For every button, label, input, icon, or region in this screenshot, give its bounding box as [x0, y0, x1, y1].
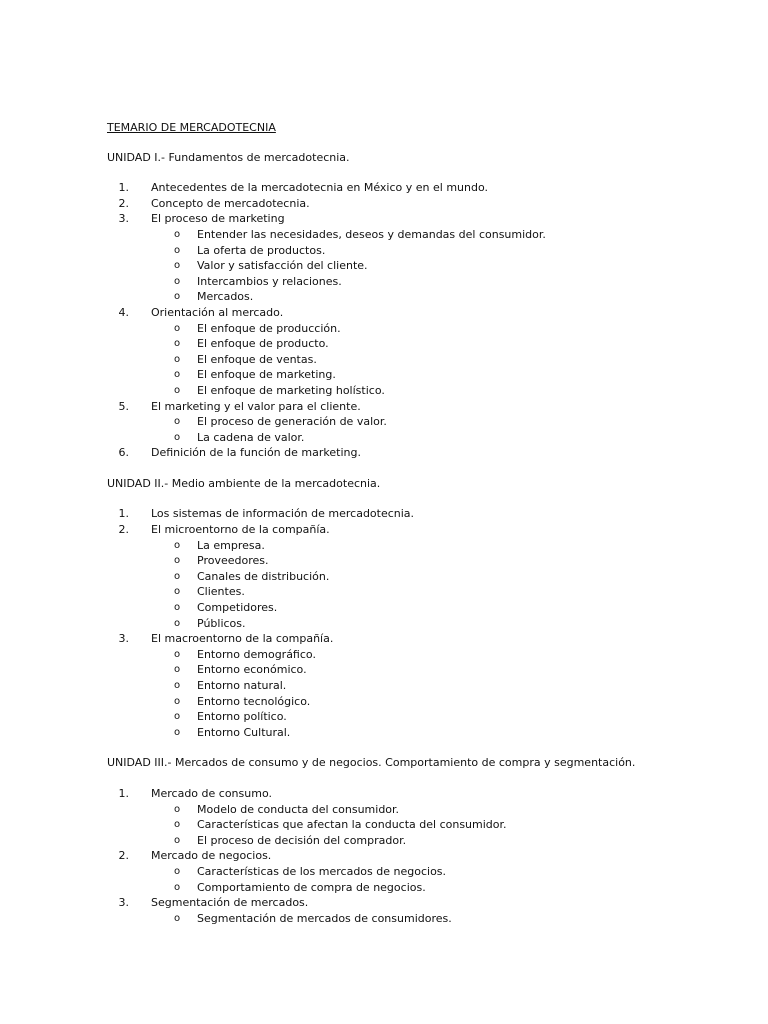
- units-container: [107, 150, 747, 927]
- topic-item: [107, 895, 747, 926]
- subtopic-list: [107, 414, 747, 445]
- circle-bullet-icon: o: [174, 416, 181, 428]
- circle-bullet-icon: o: [174, 228, 181, 240]
- topic-item: [107, 305, 747, 399]
- topic-number: 3.: [118, 212, 129, 226]
- topic-row: [107, 305, 747, 321]
- subtopic-item: [107, 383, 747, 399]
- subtopic-list: [107, 802, 747, 849]
- topic-item: [107, 445, 747, 461]
- topic-number: 3.: [118, 896, 129, 910]
- topic-number: 1.: [118, 786, 129, 800]
- subtopic-text: Proveedores.: [197, 554, 269, 568]
- topic-number: 5.: [118, 399, 129, 413]
- subtopic-text: Entorno tecnológico.: [197, 694, 311, 708]
- circle-bullet-icon: o: [174, 586, 181, 598]
- subtopic-text: Entorno político.: [197, 710, 287, 724]
- topic-number: 1.: [118, 507, 129, 521]
- document-title: TEMARIO DE MERCADOTECNIA: [107, 121, 276, 134]
- subtopic-item: [107, 243, 747, 259]
- circle-bullet-icon: o: [174, 384, 181, 396]
- circle-bullet-icon: o: [174, 711, 181, 723]
- circle-bullet-icon: o: [174, 648, 181, 660]
- topic-number: 3.: [118, 632, 129, 646]
- circle-bullet-icon: o: [174, 680, 181, 691]
- subtopic-text: Entorno económico.: [197, 663, 307, 677]
- circle-bullet-icon: o: [174, 819, 181, 831]
- subtopic-text: Competidores.: [197, 601, 278, 615]
- topic-row: [107, 211, 747, 227]
- circle-bullet-icon: o: [174, 726, 181, 738]
- subtopic-item: [107, 817, 747, 833]
- topic-number: 4.: [118, 305, 129, 319]
- topic-number: 6.: [118, 446, 129, 460]
- topic-text: Concepto de mercadotecnia.: [151, 196, 310, 210]
- topic-row: [107, 522, 747, 538]
- subtopic-item: [107, 584, 747, 600]
- subtopic-item: [107, 662, 747, 678]
- topic-text: El macroentorno de la compañía.: [151, 632, 334, 646]
- subtopic-text: Características de los mercados de negocios.: [197, 864, 447, 878]
- topic-text: Mercado de negocios.: [151, 849, 272, 863]
- circle-bullet-icon: o: [174, 834, 181, 846]
- circle-bullet-icon: o: [174, 555, 181, 567]
- topic-text: Definición de la función de marketing.: [151, 446, 361, 460]
- topic-item: [107, 848, 747, 895]
- circle-bullet-icon: o: [174, 353, 181, 365]
- subtopic-text: El enfoque de producto.: [197, 337, 329, 351]
- circle-bullet-icon: o: [174, 322, 181, 334]
- circle-bullet-icon: o: [174, 602, 181, 614]
- subtopic-text: La cadena de valor.: [197, 430, 305, 444]
- circle-bullet-icon: o: [174, 664, 181, 676]
- topic-row: [107, 399, 747, 415]
- subtopic-item: [107, 538, 747, 554]
- circle-bullet-icon: o: [174, 881, 181, 893]
- topic-text: El microentorno de la compañía.: [151, 523, 330, 537]
- topic-list: [107, 180, 747, 461]
- topic-item: [107, 631, 747, 740]
- subtopic-item: [107, 647, 747, 663]
- unit-heading: UNIDAD III.- Mercados de consumo y de negocios. Comportamiento de compra y segmentación.: [107, 756, 636, 770]
- topic-row: [107, 506, 747, 522]
- subtopic-text: Entender las necesidades, deseos y demandas del consumidor.: [197, 227, 546, 241]
- unit-heading: UNIDAD I.- Fundamentos de mercadotecnia.: [107, 150, 350, 164]
- subtopic-text: El enfoque de marketing holístico.: [197, 383, 385, 397]
- subtopic-item: [107, 227, 747, 243]
- subtopic-item: [107, 569, 747, 585]
- subtopic-item: [107, 833, 747, 849]
- subtopic-text: Canales de distribución.: [197, 569, 330, 583]
- subtopic-text: Mercados.: [197, 290, 254, 304]
- subtopic-item: [107, 289, 747, 305]
- circle-bullet-icon: o: [174, 912, 181, 924]
- subtopic-item: [107, 709, 747, 725]
- topic-row: [107, 631, 747, 647]
- topic-text: Los sistemas de información de mercadotecnia.: [151, 507, 415, 521]
- topic-text: El marketing y el valor para el cliente.: [151, 399, 361, 413]
- circle-bullet-icon: o: [174, 695, 181, 707]
- unit-heading: UNIDAD II.- Medio ambiente de la mercadotecnia.: [107, 476, 381, 490]
- subtopic-text: El enfoque de producción.: [197, 321, 341, 335]
- topic-row: [107, 848, 747, 864]
- topic-text: El proceso de marketing: [151, 212, 285, 226]
- circle-bullet-icon: o: [174, 539, 181, 551]
- subtopic-item: [107, 430, 747, 446]
- topic-item: [107, 180, 747, 196]
- subtopic-item: [107, 367, 747, 383]
- circle-bullet-icon: o: [174, 431, 181, 443]
- subtopic-text: Segmentación de mercados de consumidores.: [197, 911, 452, 925]
- subtopic-text: Intercambios y relaciones.: [197, 274, 342, 288]
- subtopic-item: [107, 352, 747, 368]
- subtopic-text: Entorno natural.: [197, 679, 287, 692]
- subtopic-list: [107, 538, 747, 632]
- topic-row: [107, 180, 747, 196]
- subtopic-text: Entorno demográfico.: [197, 647, 316, 661]
- topic-row: [107, 786, 747, 802]
- subtopic-text: Características que afectan la conducta del consumidor.: [197, 818, 507, 832]
- subtopic-text: Entorno Cultural.: [197, 725, 291, 739]
- circle-bullet-icon: o: [174, 244, 181, 256]
- topic-row: [107, 196, 747, 212]
- subtopic-item: [107, 678, 747, 694]
- subtopic-text: La oferta de productos.: [197, 243, 326, 257]
- topic-text: Segmentación de mercados.: [151, 896, 309, 910]
- subtopic-list: [107, 227, 747, 305]
- topic-list: [107, 506, 747, 740]
- topic-number: 2.: [118, 196, 129, 210]
- subtopic-list: [107, 864, 747, 895]
- subtopic-item: [107, 864, 747, 880]
- subtopic-text: Valor y satisfacción del cliente.: [197, 259, 368, 273]
- subtopic-text: El enfoque de ventas.: [197, 352, 317, 366]
- topic-text: Mercado de consumo.: [151, 786, 272, 800]
- circle-bullet-icon: o: [174, 369, 181, 381]
- subtopic-text: Clientes.: [197, 585, 245, 599]
- subtopic-text: El enfoque de marketing.: [197, 368, 336, 382]
- topic-list: [107, 786, 747, 926]
- topic-number: 1.: [118, 181, 129, 195]
- subtopic-list: [107, 911, 747, 927]
- subtopic-item: [107, 321, 747, 337]
- circle-bullet-icon: o: [174, 260, 181, 272]
- topic-item: [107, 522, 747, 631]
- subtopic-text: El proceso de generación de valor.: [197, 415, 387, 429]
- subtopic-item: [107, 258, 747, 274]
- subtopic-list: [107, 321, 747, 399]
- topic-row: [107, 895, 747, 911]
- unit-section: [107, 755, 747, 926]
- document-page: [107, 120, 747, 941]
- topic-number: 2.: [118, 523, 129, 537]
- circle-bullet-icon: o: [174, 275, 181, 287]
- subtopic-item: [107, 616, 747, 632]
- subtopic-item: [107, 725, 747, 741]
- circle-bullet-icon: o: [174, 617, 181, 629]
- subtopic-item: [107, 274, 747, 290]
- subtopic-item: [107, 802, 747, 818]
- subtopic-text: Comportamiento de compra de negocios.: [197, 880, 426, 894]
- subtopic-item: [107, 600, 747, 616]
- subtopic-text: Modelo de conducta del consumidor.: [197, 802, 400, 816]
- unit-section: [107, 150, 747, 461]
- unit-section: [107, 476, 747, 741]
- subtopic-item: [107, 414, 747, 430]
- subtopic-list: [107, 647, 747, 741]
- circle-bullet-icon: o: [174, 803, 181, 815]
- topic-item: [107, 786, 747, 848]
- subtopic-text: El proceso de decisión del comprador.: [197, 833, 407, 847]
- topic-item: [107, 399, 747, 446]
- circle-bullet-icon: o: [174, 338, 181, 350]
- subtopic-item: [107, 911, 747, 927]
- topic-item: [107, 506, 747, 522]
- subtopic-text: La empresa.: [197, 538, 265, 552]
- circle-bullet-icon: o: [174, 570, 181, 582]
- circle-bullet-icon: o: [174, 865, 181, 877]
- topic-number: 2.: [118, 849, 129, 863]
- subtopic-item: [107, 553, 747, 569]
- circle-bullet-icon: o: [174, 291, 181, 303]
- topic-row: [107, 445, 747, 461]
- subtopic-item: [107, 694, 747, 710]
- topic-text: Antecedentes de la mercadotecnia en México y en el mundo.: [151, 181, 488, 195]
- subtopic-item: [107, 336, 747, 352]
- subtopic-item: [107, 880, 747, 896]
- topic-item: [107, 196, 747, 212]
- topic-item: [107, 211, 747, 305]
- subtopic-text: Públicos.: [197, 616, 246, 630]
- topic-text: Orientación al mercado.: [151, 305, 284, 319]
